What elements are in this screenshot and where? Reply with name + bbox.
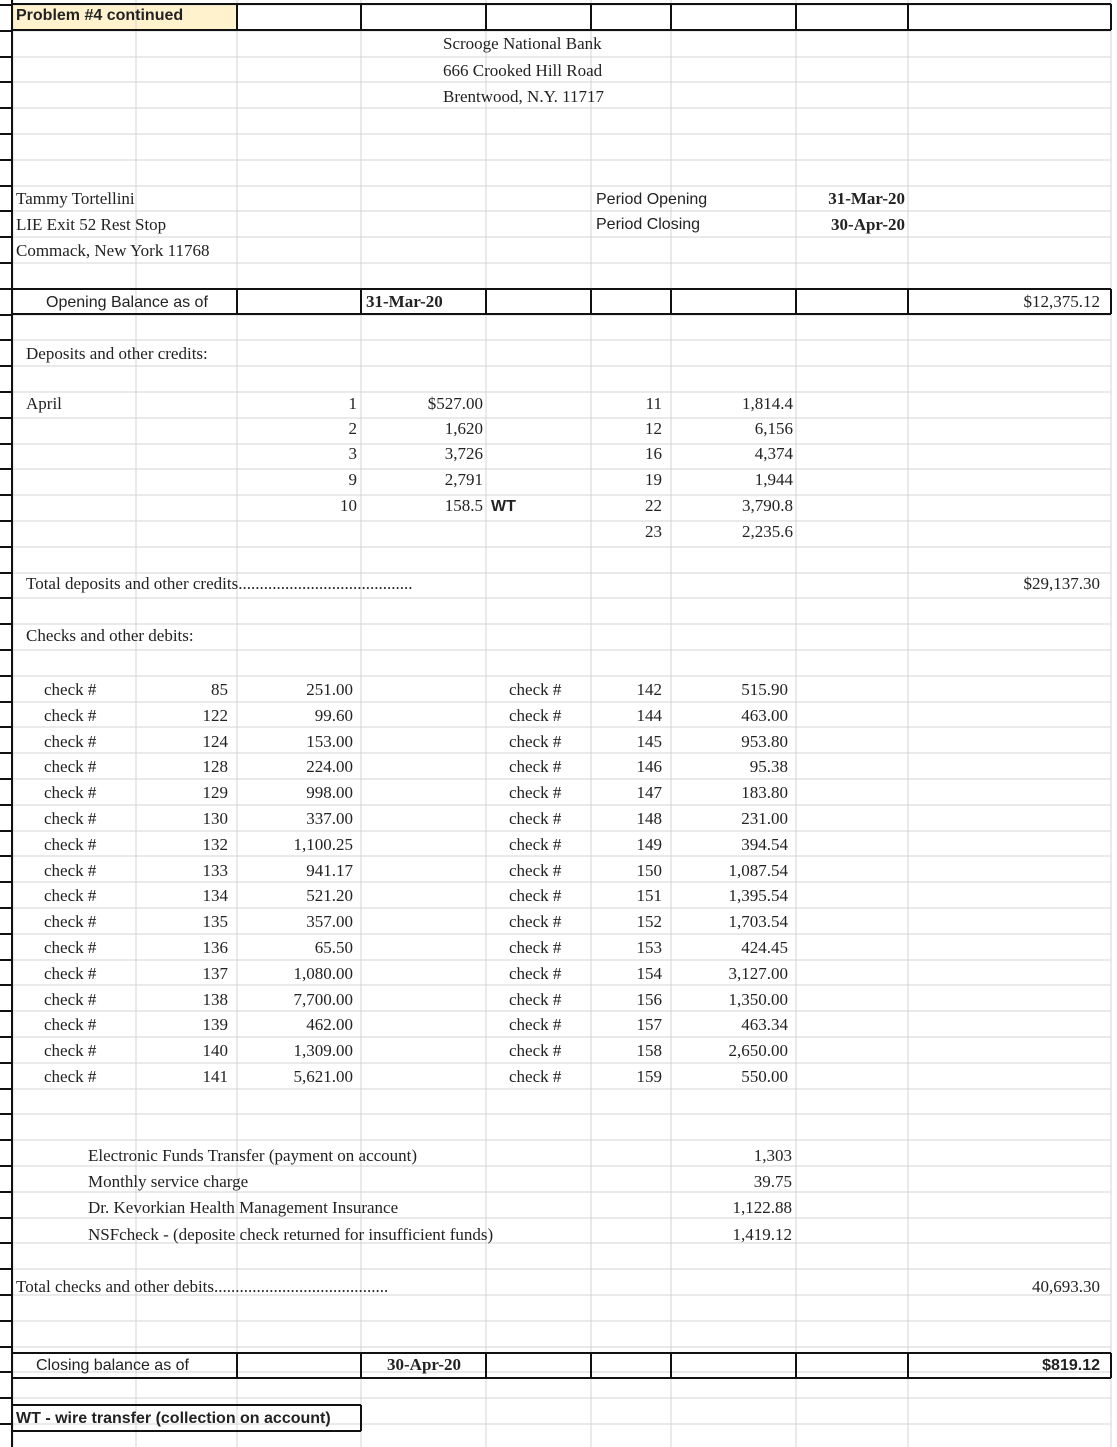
check-label: check # [44,1067,97,1086]
deposit-amount: 3,726 [444,444,483,463]
customer-name: Tammy Tortellini [16,189,135,208]
check-number: 134 [202,886,228,905]
check-amount: 515.90 [741,680,788,699]
check-number: 152 [636,912,662,931]
check-number: 130 [202,809,228,828]
check-label: check # [44,912,97,931]
check-label: check # [509,912,562,931]
check-amount: 337.00 [306,809,353,828]
check-number: 158 [636,1041,662,1060]
check-amount: 65.50 [314,938,353,957]
opening-balance-label: Opening Balance as of [46,294,208,311]
deposits-total-amount: $29,137.30 [1023,574,1100,593]
deposit-day: 9 [348,470,357,489]
check-number: 140 [202,1041,228,1060]
check-amount: 463.34 [741,1015,788,1034]
debits-total-label: Total checks and other debits......................................... [16,1277,389,1296]
check-number: 138 [202,990,228,1009]
period-opening-date: 31-Mar-20 [828,189,905,208]
check-label: check # [44,1015,97,1034]
check-label: check # [509,964,562,983]
check-amount: 3,127.00 [728,964,788,983]
check-label: check # [509,938,562,957]
check-label: check # [509,990,562,1009]
check-number: 135 [202,912,228,931]
check-label: check # [509,861,562,880]
deposit-day: 11 [645,394,662,413]
check-number: 150 [636,861,662,880]
deposit-amount: 2,791 [444,470,483,489]
check-label: check # [44,732,97,751]
deposits-heading: Deposits and other credits: [26,344,208,363]
check-label: check # [509,680,562,699]
closing-balance-label: Closing balance as of [36,1357,189,1374]
other-debit-label: Dr. Kevorkian Health Management Insurance [88,1198,399,1217]
check-label: check # [509,1041,562,1060]
check-label: check # [44,809,97,828]
other-debit-label: NSFcheck - (deposite check returned for insufficient funds) [88,1225,494,1244]
deposit-day: 12 [645,419,662,438]
check-amount: 1,703.54 [728,912,788,931]
check-amount: 550.00 [741,1067,788,1086]
check-amount: 462.00 [306,1015,353,1034]
opening-balance-amount: $12,375.12 [1023,292,1100,311]
check-label: check # [44,706,97,725]
check-label: check # [509,886,562,905]
check-number: 122 [202,706,228,725]
period-closing-label: Period Closing [596,216,701,233]
deposits-month: April [26,394,62,413]
deposit-note: WT [491,498,516,515]
check-label: check # [44,1041,97,1060]
check-label: check # [509,835,562,854]
check-number: 128 [202,757,228,776]
check-amount: 1,395.54 [728,886,788,905]
other-debit-amount: 39.75 [753,1172,792,1191]
check-amount: 1,080.00 [293,964,353,983]
deposit-day: 3 [348,444,357,463]
check-label: check # [44,886,97,905]
closing-balance-date: 30-Apr-20 [387,1355,461,1374]
period-closing-date: 30-Apr-20 [831,215,905,234]
check-label: check # [44,835,97,854]
deposit-amount: 1,620 [444,419,483,438]
deposit-amount: 6,156 [754,419,793,438]
debits-total-amount: 40,693.30 [1032,1277,1100,1296]
check-number: 146 [636,757,662,776]
bank-address: 666 Crooked Hill Road [443,61,603,80]
check-label: check # [509,809,562,828]
check-amount: 953.80 [741,732,788,751]
check-label: check # [509,1015,562,1034]
closing-balance-amount: $819.12 [1042,1357,1100,1374]
check-amount: 1,100.25 [293,835,353,854]
deposit-day: 16 [645,444,662,463]
other-debit-amount: 1,303 [753,1146,792,1165]
check-number: 145 [636,732,662,751]
check-amount: 357.00 [306,912,353,931]
check-label: check # [44,938,97,957]
deposit-day: 23 [645,522,662,541]
check-label: check # [44,680,97,699]
check-label: check # [509,757,562,776]
check-amount: 231.00 [741,809,788,828]
customer-address: LIE Exit 52 Rest Stop [16,215,167,234]
check-amount: 1,087.54 [728,861,788,880]
check-amount: 224.00 [306,757,353,776]
deposit-amount: 158.5 [444,496,483,515]
deposit-day: 10 [340,496,357,515]
check-number: 154 [636,964,662,983]
check-amount: 1,350.00 [728,990,788,1009]
other-debit-amount: 1,122.88 [732,1198,792,1217]
check-number: 136 [202,938,228,957]
customer-city: Commack, New York 11768 [16,241,210,260]
check-number: 129 [202,783,228,802]
check-label: check # [44,861,97,880]
check-label: check # [509,732,562,751]
deposit-day: 22 [645,496,662,515]
check-label: check # [44,783,97,802]
deposit-amount: 2,235.6 [742,522,793,541]
check-amount: 1,309.00 [293,1041,353,1060]
bank-name: Scrooge National Bank [443,34,602,53]
check-number: 151 [636,886,662,905]
footnote-wire-transfer: WT - wire transfer (collection on account) [16,1410,331,1427]
other-debit-amount: 1,419.12 [732,1225,792,1244]
check-label: check # [44,990,97,1009]
check-number: 133 [202,861,228,880]
check-amount: 521.20 [306,886,353,905]
sheet-title: Problem #4 continued [16,7,184,24]
other-debit-label: Monthly service charge [88,1172,249,1191]
check-amount: 998.00 [306,783,353,802]
deposit-amount: 1,944 [754,470,793,489]
check-number: 149 [636,835,662,854]
check-amount: 7,700.00 [293,990,353,1009]
check-amount: 394.54 [741,835,788,854]
check-number: 156 [636,990,662,1009]
other-debit-label: Electronic Funds Transfer (payment on account) [88,1146,418,1165]
check-number: 147 [636,783,662,802]
check-number: 137 [202,964,228,983]
check-label: check # [44,757,97,776]
deposit-amount: $527.00 [427,394,483,413]
deposit-day: 1 [348,394,357,413]
check-amount: 2,650.00 [728,1041,788,1060]
check-amount: 99.60 [314,706,353,725]
check-number: 139 [202,1015,228,1034]
check-amount: 5,621.00 [293,1067,353,1086]
check-amount: 941.17 [306,861,353,880]
check-number: 124 [202,732,228,751]
check-amount: 251.00 [306,680,353,699]
check-number: 144 [636,706,662,725]
check-number: 157 [636,1015,662,1034]
check-number: 142 [636,680,662,699]
deposit-amount: 3,790.8 [742,496,793,515]
check-number: 159 [636,1067,662,1086]
check-amount: 95.38 [749,757,788,776]
opening-balance-date: 31-Mar-20 [366,292,443,311]
deposit-amount: 4,374 [754,444,793,463]
check-amount: 424.45 [741,938,788,957]
deposit-day: 19 [645,470,662,489]
check-amount: 153.00 [306,732,353,751]
check-number: 85 [211,680,228,699]
check-label: check # [509,1067,562,1086]
checks-heading: Checks and other debits: [26,626,194,645]
check-number: 148 [636,809,662,828]
check-amount: 183.80 [741,783,788,802]
check-number: 141 [202,1067,228,1086]
deposits-total-label: Total deposits and other credits......................................... [26,574,413,593]
deposit-day: 2 [348,419,357,438]
deposit-amount: 1,814.4 [742,394,793,413]
check-number: 153 [636,938,662,957]
bank-city: Brentwood, N.Y. 11717 [443,87,605,106]
check-label: check # [509,783,562,802]
check-number: 132 [202,835,228,854]
check-amount: 463.00 [741,706,788,725]
check-label: check # [509,706,562,725]
check-label: check # [44,964,97,983]
period-opening-label: Period Opening [596,191,708,208]
